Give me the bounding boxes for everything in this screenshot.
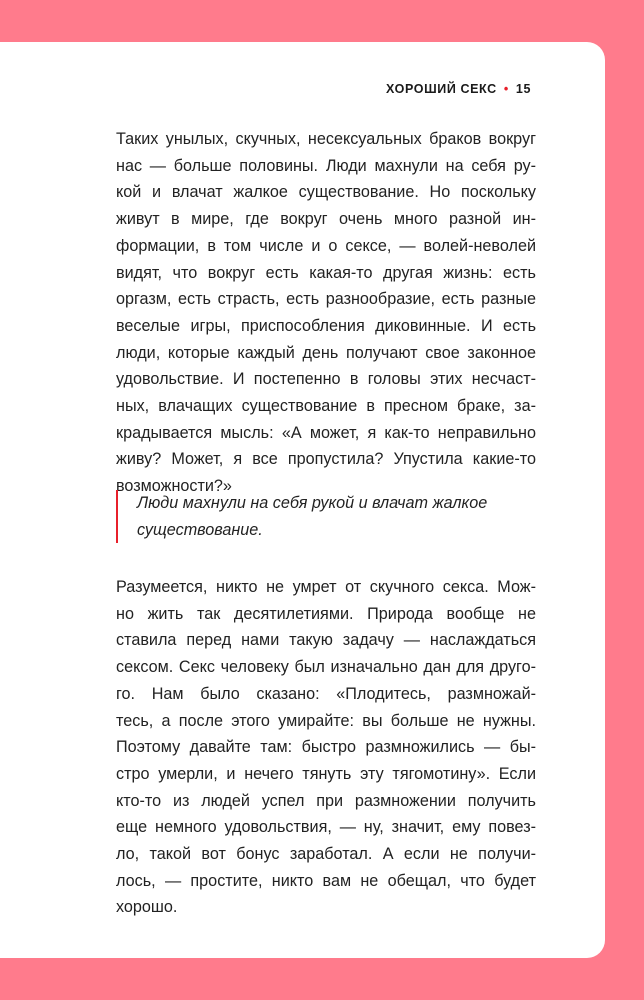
text-line: Таких унылых, скучных, несексуальных браков вокруг <box>116 130 536 148</box>
running-title: ХОРОШИЙ СЕКС <box>386 82 497 96</box>
text-line: живут в мире, где вокруг очень много разной ин- <box>116 210 536 229</box>
text-line: удовольствие. И постепенно в головы этих несчаст- <box>116 370 536 389</box>
page-number: 15 <box>515 82 531 96</box>
text-line: еще немного удовольствия, — ну, значит, ему повез- <box>116 818 536 837</box>
text-line: видят, что вокруг есть какая-то другая жизнь: есть <box>116 263 536 282</box>
text-line: живу? Может, я все пропустила? Упустила какие-то <box>116 450 536 469</box>
body-paragraph-1 <box>116 126 536 500</box>
text-line: го. Нам было сказано: «Плодитесь, размножай- <box>116 684 536 703</box>
quote-line: существование. <box>137 520 263 539</box>
text-line: Поэтому давайте там: быстро размножились — бы- <box>116 738 536 757</box>
text-line: лось, — простите, никто вам не обещал, что будет <box>116 871 536 890</box>
book-page <box>0 42 605 958</box>
text-line: Разумеется, никто не умрет от скучного секса. Мож- <box>116 578 536 596</box>
text-line: кто-то из людей успел при размножении получить <box>116 791 536 810</box>
text-line: сексом. Секс человеку был изначально дан для друго- <box>116 658 536 677</box>
separator-dot: • <box>503 82 509 96</box>
text-line: крадывается мысль: «А может, я как-то неправильно <box>116 423 536 442</box>
text-line: тесь, а после этого умирайте: вы больше не нужны. <box>116 711 536 730</box>
text-line: люди, которые каждый день получают свое законное <box>116 343 536 362</box>
text-line: оргазм, есть страсть, есть разнообразие, есть разные <box>116 290 536 309</box>
text-line: нас — больше половины. Люди махнули на себя ру- <box>116 156 536 175</box>
quote-line: Люди махнули на себя рукой и влачат жалкое <box>137 494 488 512</box>
text-line: ных, влачащих существование в пресном браке, за- <box>116 397 536 416</box>
text-line: ставила перед нами такую задачу — наслаждаться <box>116 631 536 650</box>
pull-quote <box>116 490 536 543</box>
text-line: возможности?» <box>116 477 232 496</box>
text-line: хорошо. <box>116 898 178 917</box>
running-head <box>386 82 531 96</box>
text-line: но жить так десятилетиями. Природа вообще не <box>116 604 536 623</box>
text-line: ло, такой вот бонус заработал. А если не получи- <box>116 845 536 864</box>
text-line: веселые игры, приспособления диковинные. И есть <box>116 316 536 335</box>
body-paragraph-2 <box>116 574 536 921</box>
text-line: формации, в том числе и о сексе, — волей-неволей <box>116 236 536 255</box>
text-line: кой и влачат жалкое существование. Но поскольку <box>116 183 536 202</box>
text-line: стро умерли, и нечего тянуть эту тягомотину». Если <box>116 764 536 783</box>
